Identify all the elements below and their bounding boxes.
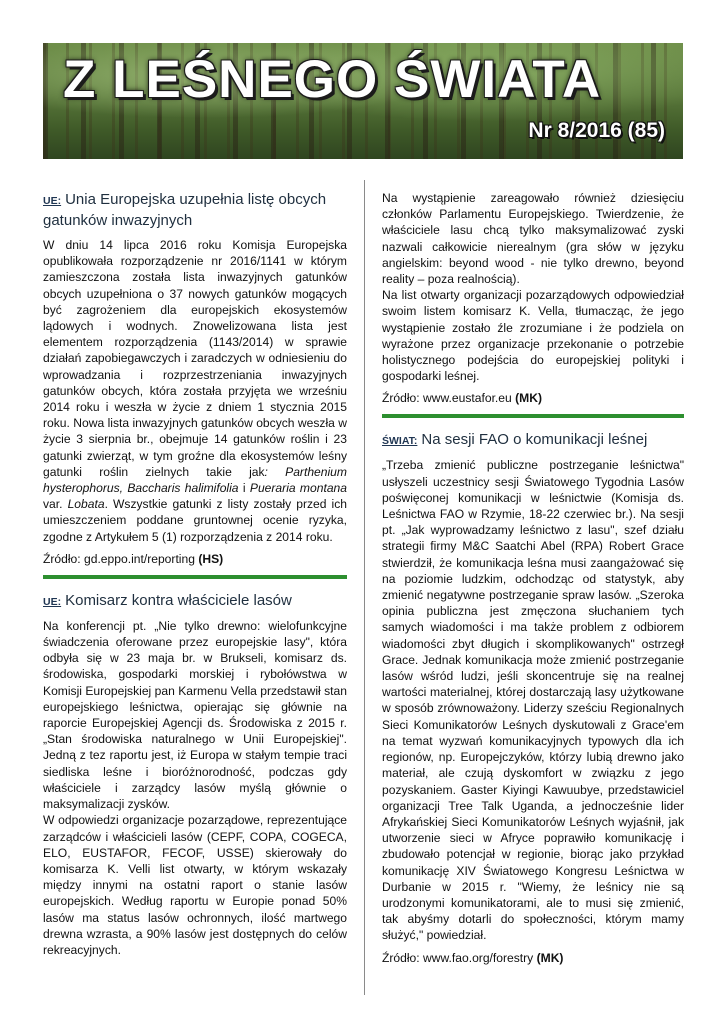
source-author: (MK) <box>536 950 564 965</box>
article-body: Na konferencji pt. „Nie tylko drewno: wielofunkcyjne świadczenia oferowane przez europejskie lasy", która odbyła się w 23 maja br. w Brukseli, komisarz ds. środowiska, gospodarki morskiej i rybołówstwa w Komisji Europejskiej pan Karmenu Vella przedstawił stan europejskiego leśnictwa, opierając się głównie na raporcie Europejskiej Agencji ds. Środowiska z 2015 r. „Stan środowiska naturalnego w Unii Europejskiej". Jedną z tez raportu jest, iż Europa w stałym tempie traci siedliska leśne i bioróżnorodność, podczas gdy właściciele i zarządcy lasów myślą głównie o maksymalizacji zysków. <box>43 618 347 812</box>
article-body <box>43 237 347 545</box>
article-source <box>382 390 684 406</box>
article-title: Na sesji FAO o komunikacji leśnej <box>421 431 648 449</box>
article-heading <box>382 430 684 451</box>
source-author: (MK) <box>515 391 542 406</box>
masthead-title: Z LEŚNEGO ŚWIATA <box>63 50 602 109</box>
article-source <box>43 551 347 567</box>
body-text: . Wszystkie gatunki z listy zostały przed ich umieszczeniem poddane gruntownej ocenie ryzyka, zgodne z Artykułem 5 (1) rozporządzenia z 2014 roku. <box>43 497 347 544</box>
masthead-banner <box>43 43 683 159</box>
source-label: Źródło: www.eustafor.eu <box>382 391 516 406</box>
article-heading <box>43 591 347 612</box>
source-label: Źródło: www.fao.org/forestry <box>382 950 537 965</box>
source-author: (HS) <box>198 551 224 566</box>
article-title: Unia Europejska uzupełnia listę obcych gatunków inwazyjnych <box>43 191 327 229</box>
body-text: var. <box>43 497 68 512</box>
column-divider <box>364 180 365 995</box>
article-tag: UE: <box>43 195 62 207</box>
article-body: W odpowiedzi organizacje pozarządowe, reprezentujące zarządców i właścicieli lasów (CEPF, COPA, COGECA, ELO, EUSTAFOR, FECOF, USSE) skierowały do komisarza K. Velli list otwarty, w którym wskazały między innymi na ostatni raport o stanie lasów europejskich. Według raportu w Europie ponad 50% lasów ma status lasów ochronnych, ilość martwego drewna wzrasta, a 90% lasów jest dostępnych do celów rekreacyjnych. <box>43 813 347 957</box>
article-tag: ŚWIAT: <box>382 435 418 448</box>
species-names: : Parthenium hysterophorus, Baccharis halimifolia <box>43 464 347 496</box>
section-rule <box>382 414 684 418</box>
variety-name: Lobata <box>67 497 105 512</box>
right-column <box>382 190 684 966</box>
article-body: „Trzeba zmienić publiczne postrzeganie leśnictwa" usłyszeli uczestnicy sesji Światowego Tygodnia Lasów poświęconej komunikacji w leśnictwie (Komisja ds. Leśnictwa FAO w Rzymie, 18-22 czerwiec br.). Na sesji pt. „Jak wyprowadzamy leśnictwo z lasu", szef działu strategii firmy M&C Saatchi Abel (RPA) Robert Grace stwierdził, że komunikacja leśna musi zaangażować się na poziomie ludzkim, odchodząc od statystyk, aby zmienić negatywne postrzeganie spraw lasów. „Szeroka opinia publiczna jest zmęczona słuchaniem tych samych wiadomości i ma także problem z odbiorem wiadomości zbyt długich i skomplikowanych" ostrzegł Grace. Jednak komunikacja może zmienić postrzeganie lasów wśród ludzi, jeśli skoncentruje się na realnej wartości materialnej, której dostarczają lasy użytkowane w sposób zrównoważony. Liderzy sześciu Regionalnych Sieci Komunikatorów Leśnych dyskutowali z Grace'em na temat wyzwań komunikacyjnych typowych dla ich regionów, np. Europejczyków, którzy lubią drewno jako materiał, ale czują dyskomfort w związku z jego pozyskaniem. Gaster Kiyingi Kawuubye, przedstawiciel organizacji Tree Talk Uganda, a jednocześnie lider Afrykańskiej Sieci Komunikatorów Leśnych wyjaśnił, jak utworzenie sieci w Afryce poprawiło komunikację i zbudowało potencjał w regionie, biorąc jako przykład komunikację XIV Światowego Kongresu Leśnictwa w Durbanie w 2015 r. "Wiemy, że leśnicy nie są urodzonymi komunikatorami, ale to musi się zmienić, tak abyśmy dotarli do społeczności, którym mamy służyć," powiedział. <box>382 458 684 943</box>
species-name: Pueraria montana <box>249 481 347 496</box>
issue-number: Nr 8/2016 (85) <box>528 119 665 142</box>
article-source <box>382 950 684 966</box>
source-label: Źródło: gd.eppo.int/reporting <box>43 551 199 566</box>
article-tag: UE: <box>43 595 62 608</box>
left-column <box>43 190 347 958</box>
article-title: Komisarz kontra właściciele lasów <box>65 591 292 609</box>
article-body: Na wystąpienie zareagowało również dziesięciu członków Parlamentu Europejskiego. Twierdzenie, że właściciele lasu chcą tylko maksymalizować zyski nazwali całkowicie nierealnym (gra słów w języku angielskim: beyond wood - nie tylko drewno, beyond reality – poza realnością). <box>382 191 684 287</box>
article-heading <box>43 190 347 231</box>
section-rule <box>43 575 347 579</box>
article-body: Na list otwarty organizacji pozarządowych odpowiedział swoim listem komisarz K. Vella, tłumacząc, że jego wystąpienie zostało źle zrozumiane i że podziela on wyrażone przez organizacje przekonanie o potrzebie holistycznego podejścia do europejskiej polityki i gospodarki leśnej. <box>382 288 684 384</box>
body-text: i <box>238 481 250 496</box>
body-text: W dniu 14 lipca 2016 roku Komisja Europejska opublikowała rozporządzenie nr 2016/1141 w którym zamieszczona została lista inwazyjnych gatunków obcych uzupełniona o 37 nowych gatunków mogących być zagrożeniem dla europejskich ekosystemów lądowych i wodnych. Znowelizowana lista jest elementem rozporządzenia (1143/2014) w sprawie działań zapobiegawczych i zaradczych w odniesieniu do wprowadzania i rozprzestrzeniania inwazyjnych gatunków obcych, która została przyjęta we wrześniu 2014 roku i weszła w życie z dniem 1 stycznia 2015 roku. Nowa lista inwazyjnych gatunków obcych weszła w życie 3 sierpnia br., obejmuje 14 gatunków roślin i 23 gatunki zwierząt, w tym groźne dla ekosystemów leśny gatunki roślin zielnych takie jak <box>43 238 347 479</box>
